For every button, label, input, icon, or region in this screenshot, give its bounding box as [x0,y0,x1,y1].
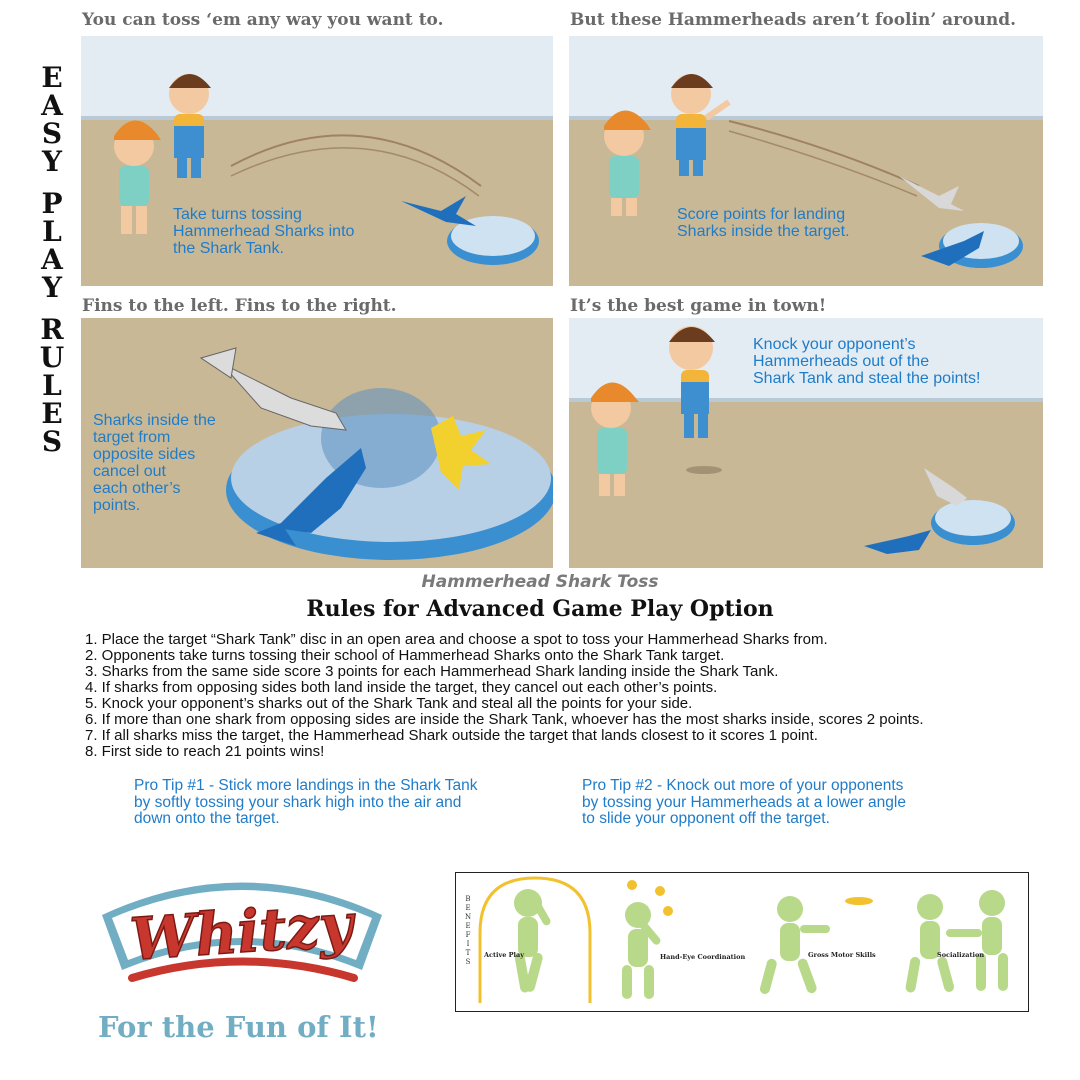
panel-2-caption: But these Hammerheads aren’t foolin’ around. [570,10,1017,30]
letter: Y [42,271,62,304]
panel-1-line: Take turns tossing [173,206,302,223]
pro-tip-line: Pro Tip #1 - Stick more landings in the Shark Tank [134,777,478,794]
gross-motor-icon [759,896,830,995]
shark-icon [401,196,476,226]
rule-item: 4. If sharks from opposing sides both land inside the target, they cancel out each other’s points. [85,679,718,696]
game-name: Hammerhead Shark Toss [421,572,659,592]
benefit-label: Active Play [484,951,524,959]
panel-3-line: Sharks inside the [93,412,216,429]
panel-3-line: opposite sides [93,446,196,463]
pro-tip-1 [134,778,477,828]
hand-eye-icon [622,902,662,999]
active-play-icon [514,889,552,993]
panel-4-line: Shark Tank and steal the points! [753,370,981,387]
panel-1-caption: You can toss ‘em any way you want to. [82,10,444,30]
letter: L [42,215,62,248]
panel-4-line: Knock your opponent’s [753,336,916,353]
rule-item: 3. Sharks from the same side score 3 points for each Hammerhead Shark landing inside the Shark Tank. [85,663,779,680]
rules-list [85,632,1045,760]
letter: R [40,313,64,346]
benefit-label: Hand-Eye Coordination [660,953,746,961]
panel-2 [569,36,1043,286]
socialization-icon [905,890,1008,993]
rule-item: 8. First side to reach 21 points wins! [85,743,325,760]
panel-2-line: Score points for landing [677,206,846,223]
logo-text: Whitzy [127,890,355,974]
panel-3 [81,318,553,568]
kid-boy-icon [114,120,161,234]
pro-tip-2 [582,778,906,828]
panel-4-line: Hammerheads out of the [753,353,930,370]
benefits-side-label: B E N E F I T S [464,895,472,966]
benefits-panel [455,872,1029,1012]
benefit-label: Socialization [937,951,985,959]
benefits-illustration [456,873,1028,1011]
panel-4 [569,318,1043,568]
letter: S [41,117,63,150]
letter: E [41,61,63,94]
letter: S [41,425,63,458]
shark-grey-icon [899,176,964,211]
side-title [38,61,66,458]
panel-3-text [93,412,216,514]
panel-4-caption: It’s the best game in town! [570,296,827,316]
panel-4-text [753,336,980,387]
letter: P [41,187,63,220]
kid-boy-icon [591,382,639,496]
panel-1-line: Hammerhead Sharks into [173,223,355,240]
letter: A [41,243,63,276]
rule-item: 6. If more than one shark from opposing sides are inside the Shark Tank, whoever has the most sharks inside, scores 2 points. [85,711,924,728]
kid-toss-icon [169,74,211,178]
pro-tip-line: by softly tossing your shark high into the air and [134,793,462,811]
kid-boy-icon [604,110,651,216]
panel-3-line: points. [93,497,141,514]
pro-tip-line: by tossing your Hammerheads at a lower angle [582,793,906,811]
rule-item: 2. Opponents take turns tossing their school of Hammerhead Sharks onto the Shark Tank target. [85,647,725,664]
panel-2-illustration [569,36,1043,286]
whitzy-logo [92,860,392,1010]
letter: A [41,89,63,122]
letter: Y [42,145,62,178]
shark-grey-icon [221,363,346,430]
rule-item: 5. Knock your opponent’s sharks out of the Shark Tank and steal all the points for your side. [85,695,693,712]
rule-item: 1. Place the target “Shark Tank” disc in an open area and choose a spot to toss your Hammerhead Sharks from. [85,631,828,648]
tagline: For the Fun of It! [98,1010,379,1044]
letter: U [39,341,65,374]
panel-1 [81,36,553,286]
rule-item: 7. If all sharks miss the target, the Hammerhead Shark outside the target that lands closest to it scores 1 point. [85,727,818,744]
pro-tip-line: to slide your opponent off the target. [582,810,830,827]
kid-toss-icon [671,74,729,176]
pro-tip-line: down onto the target. [134,810,280,827]
panel-3-line: target from [93,429,171,446]
shark-icon [864,530,931,554]
kid-jumping-icon [669,326,722,474]
panel-3-caption: Fins to the left. Fins to the right. [82,296,397,316]
panel-1-text [173,206,354,257]
pro-tip-line: Pro Tip #2 - Knock out more of your opponents [582,777,904,794]
letter: L [42,369,62,402]
panel-2-text [677,206,850,240]
panel-3-line: each other’s [93,480,181,497]
benefit-label: Gross Motor Skills [808,951,876,959]
panel-1-line: the Shark Tank. [173,240,284,257]
panel-2-line: Sharks inside the target. [677,223,850,240]
shark-grey-icon [924,468,967,506]
frisbee-icon [845,897,873,905]
letter: E [41,397,63,430]
panel-3-line: cancel out [93,463,166,480]
rules-title: Rules for Advanced Game Play Option [306,596,774,622]
